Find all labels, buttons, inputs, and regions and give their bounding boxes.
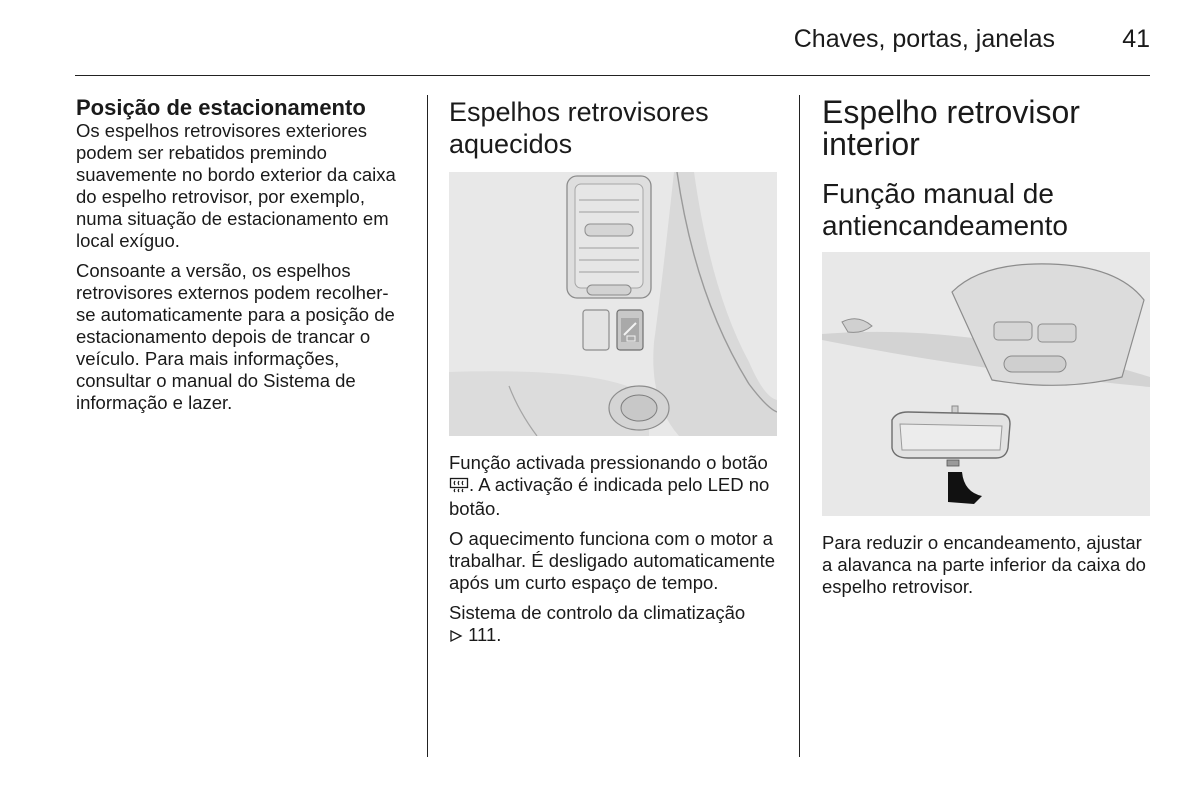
dashboard-vent-switch-illustration	[449, 172, 777, 436]
section-heading-heated-mirrors: Espelhos retrovisores aquecidos	[449, 97, 709, 159]
column-parking-position	[76, 96, 406, 422]
activation-text-start: Função activada pressionando o botão	[449, 452, 768, 473]
column-divider-1	[427, 95, 428, 757]
paragraph-climate-reference	[449, 602, 779, 648]
activation-text-end: . A activação é indicada pelo LED no botão.	[449, 474, 770, 519]
rearview-mirror-illustration	[822, 252, 1150, 516]
section-heading-parking-position: Posição de estacionamento	[76, 95, 366, 120]
page-reference-link[interactable]: 111.	[468, 624, 502, 645]
paragraph-heating-operation: O aquecimento funciona com o motor a trabalhar. É desligado automaticamente após um curto espaço de tempo.	[449, 528, 776, 593]
paragraph-reduce-dazzle: Para reduzir o encandeamento, ajustar a alavanca na parte inferior da caixa do espelho retrovisor.	[822, 532, 1146, 597]
paragraph-activation	[449, 452, 779, 520]
subsection-heading-manual-antidazzle: Função manual de antiencandeamento	[822, 178, 1068, 241]
page-reference-arrow-icon	[449, 626, 463, 648]
page-number: 41	[1122, 25, 1150, 53]
rear-window-heating-icon	[449, 476, 469, 498]
climate-reference-text: Sistema de controlo da climatização	[449, 602, 746, 623]
running-header-title: Chaves, portas, janelas	[793, 25, 1055, 53]
section-heading-interior-mirror: Espelho retrovisor interior	[822, 94, 1080, 162]
column-divider-2	[799, 95, 800, 757]
paragraph-fold-mirrors: Os espelhos retrovisores exteriores podem ser rebatidos premindo suavemente no bordo exterior da caixa do espelho retrovisor, por exemplo, numa situação de estacionamento em local exíguo.	[76, 120, 396, 251]
header-rule	[75, 75, 1150, 76]
column-heated-mirrors	[449, 96, 779, 656]
paragraph-auto-fold: Consoante a versão, os espelhos retrovisores externos podem recolher-se automaticamente para a posição de estacionamento depois de trancar o veículo. Para mais informações, consultar o manual do Sistema de informação e lazer.	[76, 260, 395, 413]
column-interior-mirror	[822, 96, 1152, 606]
